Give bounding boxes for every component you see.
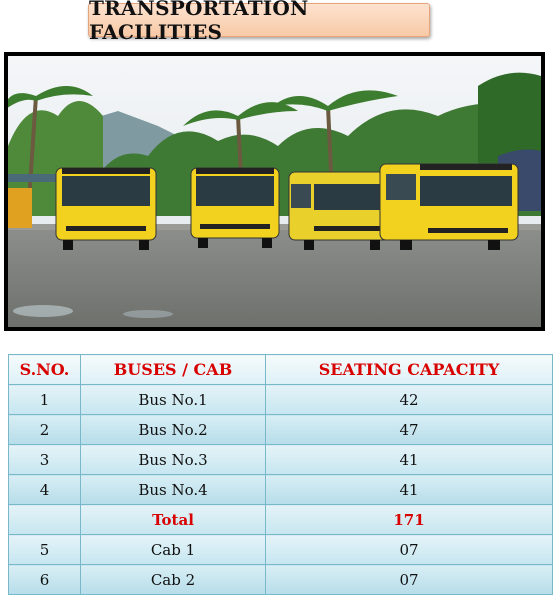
buses-photo xyxy=(4,52,545,331)
cell-capacity: 42 xyxy=(266,385,553,415)
table-header-row xyxy=(9,355,553,385)
table-row xyxy=(9,475,553,505)
cell-capacity: 41 xyxy=(266,475,553,505)
page-title: TRANSPORTATION FACILITIES xyxy=(88,3,430,37)
cell-vehicle: Cab 2 xyxy=(81,565,266,595)
cell-sno: 6 xyxy=(9,565,81,595)
cell-vehicle: Bus No.1 xyxy=(81,385,266,415)
cell-vehicle: Bus No.2 xyxy=(81,415,266,445)
cell-vehicle: Bus No.4 xyxy=(81,475,266,505)
cell-capacity: 07 xyxy=(266,565,553,595)
bus-2 xyxy=(191,168,279,248)
bus-4 xyxy=(380,164,518,250)
bus-1 xyxy=(56,168,156,250)
table-row xyxy=(9,445,553,475)
cell-vehicle: Cab 1 xyxy=(81,535,266,565)
bus-3 xyxy=(289,172,389,250)
header-vehicle: BUSES / CAB xyxy=(81,355,266,385)
cell-capacity: 41 xyxy=(266,445,553,475)
total-capacity: 171 xyxy=(266,505,553,535)
cell-vehicle: Bus No.3 xyxy=(81,445,266,475)
cell-sno: 3 xyxy=(9,445,81,475)
table-row xyxy=(9,385,553,415)
cell-capacity: 47 xyxy=(266,415,553,445)
header-sno: S.NO. xyxy=(9,355,81,385)
cell-sno xyxy=(9,505,81,535)
total-label: Total xyxy=(81,505,266,535)
table-row xyxy=(9,565,553,595)
buses-photo-image xyxy=(8,56,541,327)
table-row xyxy=(9,535,553,565)
total-row xyxy=(9,505,553,535)
cell-sno: 5 xyxy=(9,535,81,565)
cell-sno: 4 xyxy=(9,475,81,505)
table-row xyxy=(9,415,553,445)
cell-sno: 1 xyxy=(9,385,81,415)
cell-capacity: 07 xyxy=(266,535,553,565)
seating-capacity-table xyxy=(8,354,553,595)
header-capacity: SEATING CAPACITY xyxy=(266,355,553,385)
cell-sno: 2 xyxy=(9,415,81,445)
